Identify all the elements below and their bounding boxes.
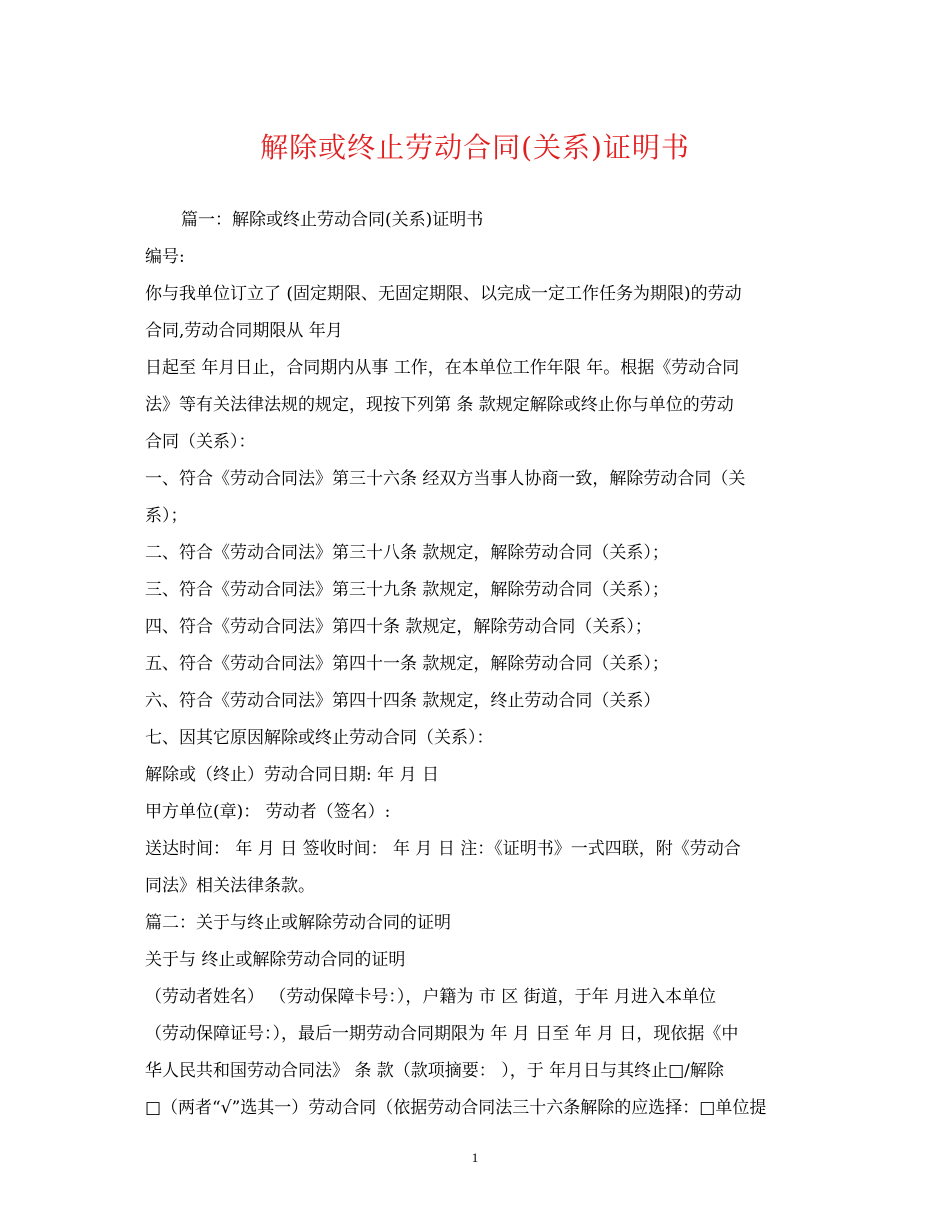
section-heading-2: 篇二：关于与终止或解除劳动合同的证明 <box>145 913 451 933</box>
clause-item: 四、符合《劳动合同法》第四十条 款规定，解除劳动合同（关系）； <box>145 617 652 637</box>
document-title: 解除或终止劳动合同(关系)证明书 <box>260 131 690 164</box>
clause-item: 六、符合《劳动合同法》第四十四条 款规定，终止劳动合同（关系） <box>145 691 661 711</box>
body-line: 日起至 年月日止，合同期内从事 工作，在本单位工作年限 年。根据《劳动合同 <box>145 358 740 378</box>
body-line: 合同（关系）： <box>145 432 256 452</box>
clause-item: 七、因其它原因解除或终止劳动合同（关系）： <box>145 728 494 748</box>
body-line: 合同,劳动合同期限从 年月 <box>145 321 343 341</box>
body-line: （劳动者姓名） （劳动保障卡号：），户籍为 市 区 街道，于年 月进入本单位 <box>145 987 717 1007</box>
body-line: 送达时间： 年 月 日 签收时间： 年 月 日 注：《证明书》一式四联，附《劳动合 <box>145 839 741 859</box>
page-number: 1 <box>471 1150 479 1165</box>
body-line: 法》等有关法律法规的规定，现按下列第 条 款规定解除或终止你与单位的劳动 <box>145 395 734 415</box>
clause-item: 三、符合《劳动合同法》第三十九条 款规定，解除劳动合同（关系）； <box>145 580 669 600</box>
body-line: 同法》相关法律条款。 <box>145 876 315 896</box>
body-line: 系）； <box>145 506 188 526</box>
clause-item: 五、符合《劳动合同法》第四十一条 款规定，解除劳动合同（关系）； <box>145 654 669 674</box>
clause-item: 一、符合《劳动合同法》第三十六条 经双方当事人协商一致，解除劳动合同（关 <box>145 469 746 489</box>
body-line: （劳动保障证号：），最后一期劳动合同期限为 年 月 日至 年 月 日，现依据《中 <box>145 1024 739 1044</box>
body-line: □（两者“√”选其一）劳动合同（依据劳动合同法三十六条解除的应选择：□单位提 <box>145 1098 767 1118</box>
body-line: 甲方单位(章)： 劳动者（签名）: <box>145 802 391 822</box>
body-line: 你与我单位订立了 (固定期限、无固定期限、以完成一定工作任务为期限)的劳动 <box>145 284 742 304</box>
section-heading-1: 篇一：解除或终止劳动合同(关系)证明书 <box>181 210 484 230</box>
body-line: 解除或（终止）劳动合同日期: 年 月 日 <box>145 765 439 785</box>
document-body <box>145 202 810 1127</box>
body-line: 华人民共和国劳动合同法》 条 款（款项摘要： ），于 年月日与其终止□/解除 <box>145 1061 724 1081</box>
body-line: 关于与 终止或解除劳动合同的证明 <box>145 950 406 970</box>
body-line: 编号: <box>145 247 185 267</box>
clause-item: 二、符合《劳动合同法》第三十八条 款规定，解除劳动合同（关系）； <box>145 543 669 563</box>
